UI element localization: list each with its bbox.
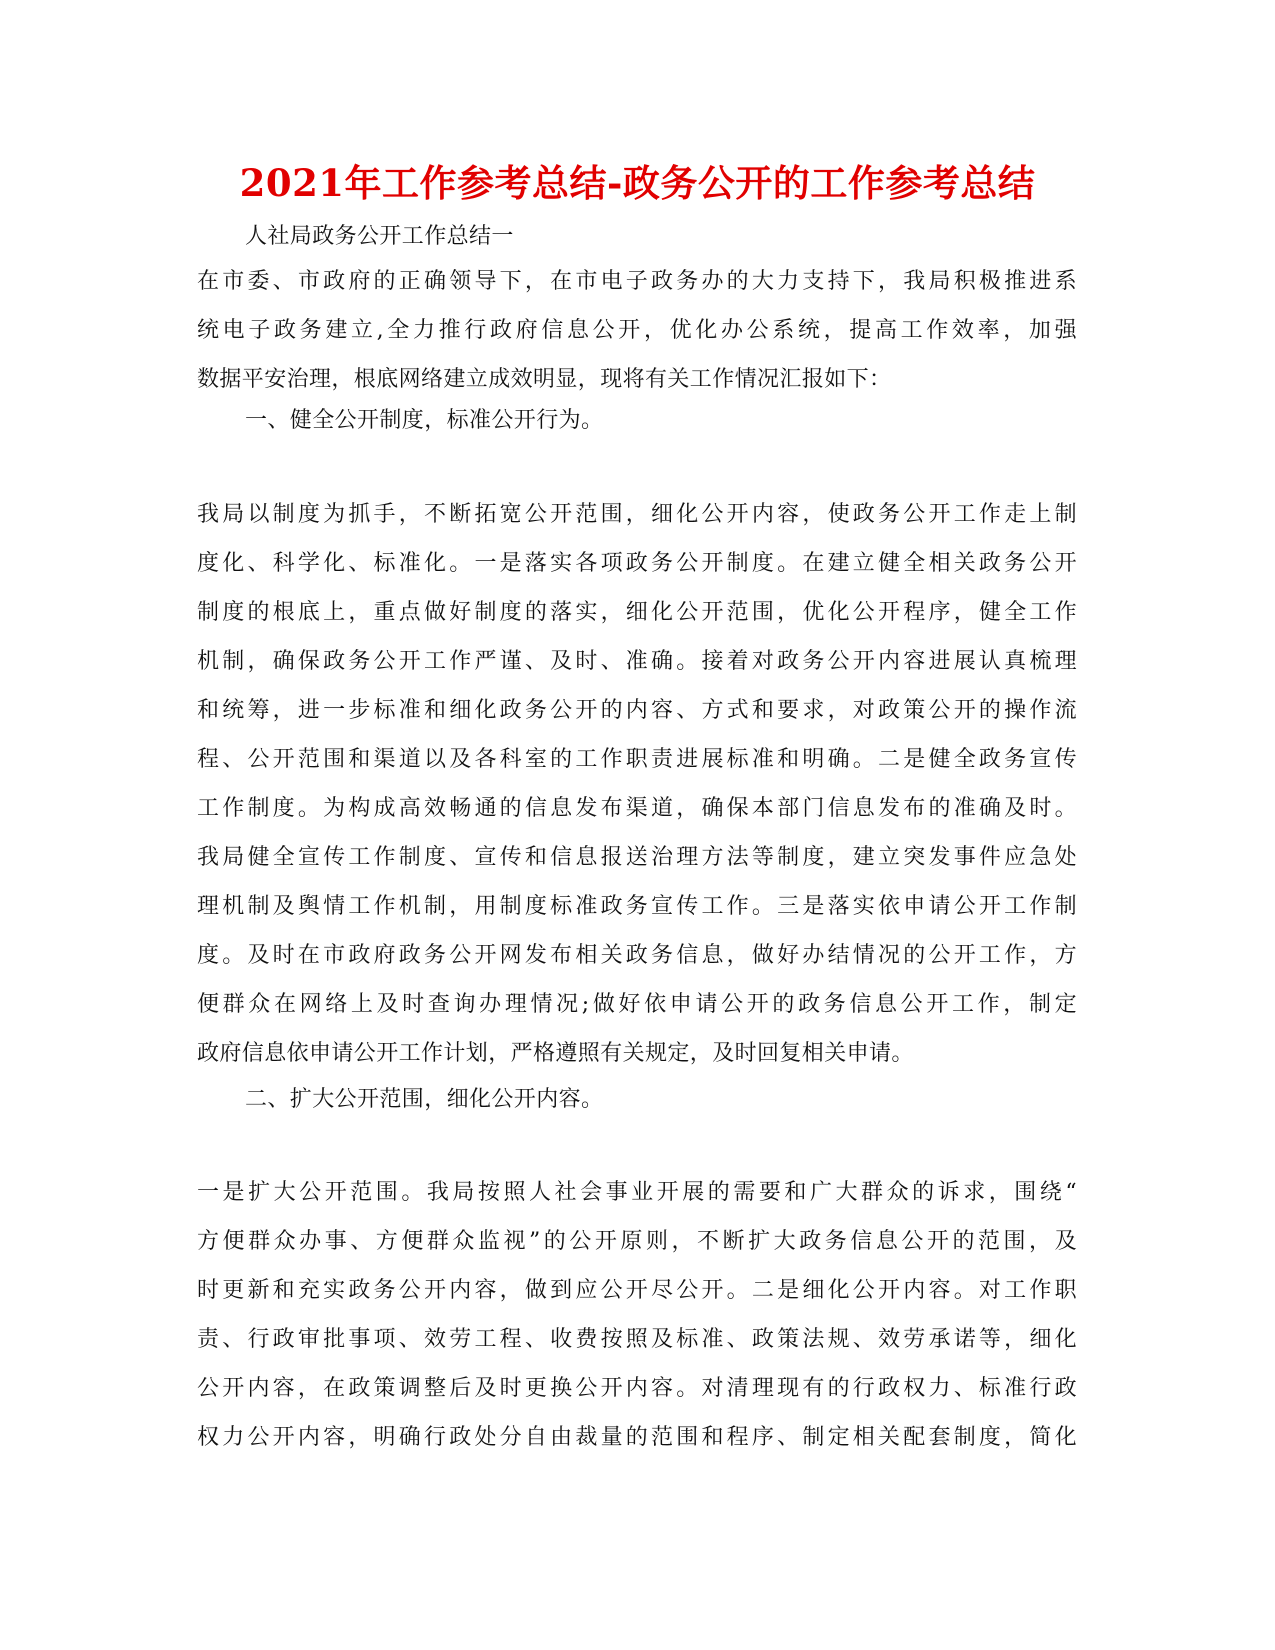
paragraph-line: 政府信息依申请公开工作计划，严格遵照有关规定，及时回复相关申请。 bbox=[197, 1041, 914, 1066]
paragraph-line: 便群众在网络上及时查询办理情况;做好依申请公开的政务信息公开工作，制定 bbox=[197, 992, 1077, 1017]
paragraph-line: 一是扩大公开范围。我局按照人社会事业开展的需要和广大群众的诉求，围绕“ bbox=[197, 1180, 1077, 1205]
paragraph-line: 和统筹，进一步标准和细化政务公开的内容、方式和要求，对政策公开的操作流 bbox=[197, 698, 1077, 723]
paragraph-line: 度化、科学化、标准化。一是落实各项政务公开制度。在建立健全相关政务公开 bbox=[197, 551, 1077, 576]
subtitle-line: 人社局政务公开工作总结一 bbox=[245, 224, 514, 249]
paragraph-line: 统电子政务建立,全力推行政府信息公开，优化办公系统，提高工作效率，加强 bbox=[197, 318, 1077, 343]
section-heading-2 bbox=[197, 1075, 1125, 1124]
heading-line: 一、健全公开制度，标准公开行为。 bbox=[245, 408, 604, 433]
paragraph-line: 工作制度。为构成高效畅通的信息发布渠道，确保本部门信息发布的准确及时。 bbox=[197, 796, 1077, 821]
paragraph-line: 我局健全宣传工作制度、宣传和信息报送治理方法等制度，建立突发事件应急处 bbox=[197, 845, 1077, 870]
paragraph-line: 度。及时在市政府政务公开网发布相关政务信息，做好办结情况的公开工作，方 bbox=[197, 943, 1077, 968]
paragraph-line: 机制，确保政务公开工作严谨、及时、准确。接着对政务公开内容进展认真梳理 bbox=[197, 649, 1077, 674]
section-1-paragraph bbox=[197, 490, 1077, 1078]
section-2-paragraph bbox=[197, 1168, 1077, 1462]
paragraph-line: 程、公开范围和渠道以及各科室的工作职责进展标准和明确。二是健全政务宣传 bbox=[197, 747, 1077, 772]
paragraph-line: 方便群众办事、方便群众监视”的公开原则，不断扩大政务信息公开的范围，及 bbox=[197, 1229, 1077, 1254]
document-subtitle bbox=[197, 212, 1125, 261]
paragraph-line: 公开内容，在政策调整后及时更换公开内容。对清理现有的行政权力、标准行政 bbox=[197, 1376, 1077, 1401]
paragraph-line: 数据平安治理，根底网络建立成效明显，现将有关工作情况汇报如下： bbox=[197, 367, 892, 392]
paragraph-line: 责、行政审批事项、效劳工程、收费按照及标准、政策法规、效劳承诺等，细化 bbox=[197, 1327, 1077, 1352]
heading-line: 二、扩大公开范围，细化公开内容。 bbox=[245, 1087, 604, 1112]
document-title: 2021年工作参考总结-政务公开的工作参考总结 bbox=[239, 161, 1036, 205]
paragraph-line: 制度的根底上，重点做好制度的落实，细化公开范围，优化公开程序，健全工作 bbox=[197, 600, 1077, 625]
paragraph-line: 在市委、市政府的正确领导下，在市电子政务办的大力支持下，我局积极推进系 bbox=[197, 269, 1077, 294]
paragraph-line: 我局以制度为抓手，不断拓宽公开范围，细化公开内容，使政务公开工作走上制 bbox=[197, 502, 1077, 527]
paragraph-line: 时更新和充实政务公开内容，做到应公开尽公开。二是细化公开内容。对工作职 bbox=[197, 1278, 1077, 1303]
intro-paragraph bbox=[197, 257, 1077, 404]
paragraph-line: 理机制及舆情工作机制，用制度标准政务宣传工作。三是落实依申请公开工作制 bbox=[197, 894, 1077, 919]
paragraph-line: 权力公开内容，明确行政处分自由裁量的范围和程序、制定相关配套制度，简化 bbox=[197, 1425, 1077, 1450]
section-heading-1 bbox=[197, 396, 1125, 445]
